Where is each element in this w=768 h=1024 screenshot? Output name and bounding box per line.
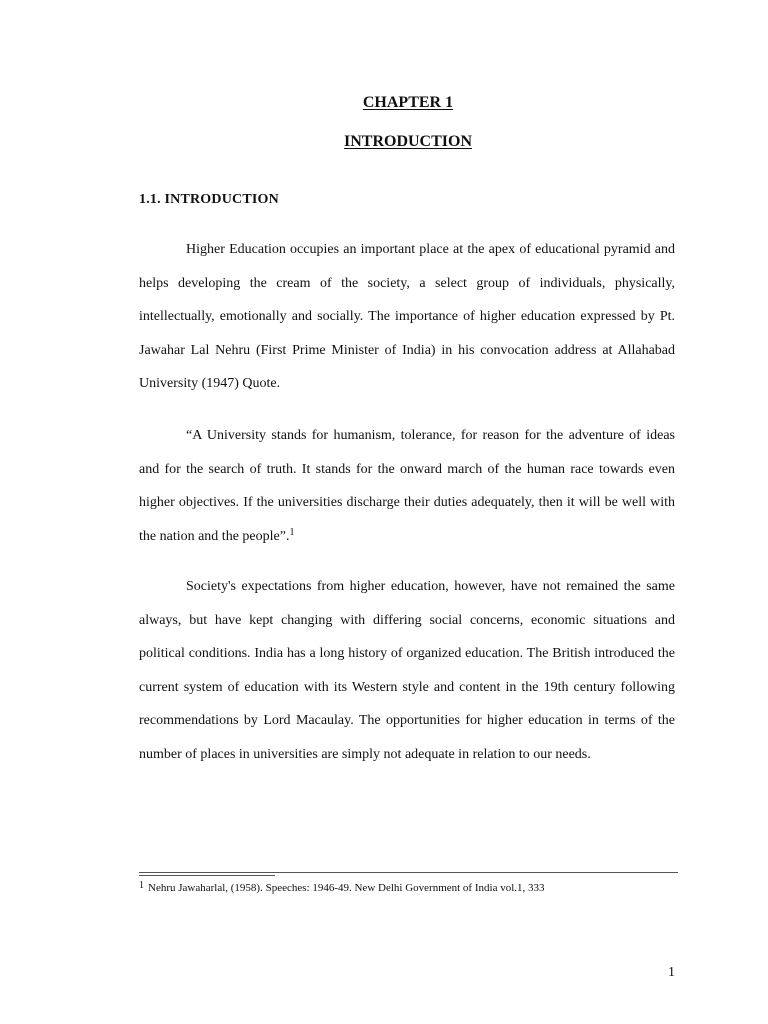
footnote-reference[interactable]: 1	[289, 526, 295, 538]
paragraph-3-text: Society's expectations from higher education, however, have not remained the same always, but have kept changing with differing social concerns, economic situations and political conditions. India has a long history of organized education. The British introduced the current system of education with its Western style and content in the 19th century following recommendations by Lord Macaulay. The opportunities for higher education in terms of the number of places in universities are simply not adequate in relation to our needs.	[139, 579, 675, 762]
footnote-separator	[139, 875, 275, 876]
page-number: 1	[668, 965, 675, 980]
paragraph-2-quote	[139, 419, 675, 553]
section-heading: 1.1. INTRODUCTION	[139, 192, 279, 207]
paragraph-2-text: “A University stands for humanism, tolerance, for reason for the adventure of ideas and for the search of truth. It stands for the onward march of the human race towards even higher objectives. If the universities discharge their duties adequately, then it will be well with the nation and the people”.	[139, 428, 675, 544]
paragraph-3	[139, 570, 675, 772]
footnote-number: 1	[139, 880, 144, 891]
paragraph-1-text: Higher Education occupies an important place at the apex of educational pyramid and helps developing the cream of the society, a select group of individuals, physically, intellectually, emotionally and socially. The importance of higher education expressed by Pt. Jawahar Lal Nehru (First Prime Minister of India) in his convocation address at Allahabad University (1947) Quote.	[139, 242, 675, 392]
footnote-text: Nehru Jawaharlal, (1958). Speeches: 1946-49. New Delhi Government of India vol.1, 333	[148, 882, 545, 894]
footnote-divider	[139, 872, 678, 873]
chapter-heading: CHAPTER 1	[362, 94, 454, 111]
footnote	[139, 880, 545, 894]
chapter-title: INTRODUCTION	[343, 133, 472, 150]
paragraph-1	[139, 233, 675, 401]
